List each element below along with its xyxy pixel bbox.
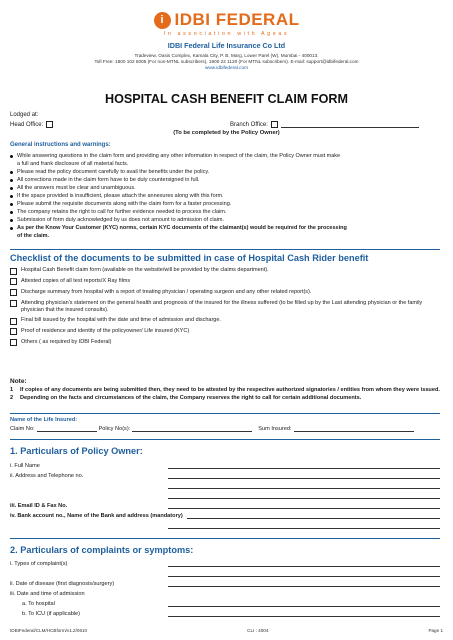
page-footer	[10, 628, 443, 633]
checkbox[interactable]	[10, 318, 17, 325]
address-row-3	[10, 489, 440, 499]
divider	[10, 538, 440, 539]
checklist	[10, 267, 440, 350]
email-field[interactable]	[168, 503, 440, 509]
bank-label: iv. Bank account no., Name of the Bank and address (mandatory)	[10, 513, 183, 519]
checkbox[interactable]	[10, 300, 17, 307]
lodged-at-label: Lodged at:	[10, 112, 39, 118]
full-name-field[interactable]	[168, 463, 440, 469]
to-hospital-label: a. To hospital	[22, 601, 55, 607]
full-name-label: i. Full Name	[10, 463, 40, 469]
checklist-item[interactable]: Final bill issued by the hospital with the date and time of admission and discharge.	[10, 317, 440, 325]
head-office-option[interactable]	[10, 121, 53, 128]
bullet-icon	[10, 203, 13, 206]
list-item: Submission of form duly acknowledged by us does not amount to admission of claim.	[10, 216, 440, 224]
to-icu-row	[10, 607, 440, 617]
claim-no-label: Claim No:	[10, 426, 35, 432]
to-icu-field[interactable]	[168, 611, 440, 617]
bullet-icon	[10, 211, 13, 214]
claim-details-row	[10, 426, 414, 432]
bullet-icon	[10, 227, 13, 230]
branch-office-label: Branch Office:	[230, 121, 268, 128]
address-line-1: Tradeview, Oasis Complex, Kamala City, P. B. Marg, Lower Parel (W), Mumbai - 400013.	[134, 53, 319, 58]
address-row	[10, 469, 440, 479]
list-item: As per the Know Your Customer (KYC) norms, certain KYC documents of the claimant(s) would be required for the processing	[10, 224, 440, 232]
email-label: iii. Email ID & Fax No.	[10, 503, 68, 509]
owner-note: (To be completed by the Policy Owner)	[173, 130, 280, 136]
list-item: The company retains the right to call for further evidence needed to process the claim.	[10, 208, 440, 216]
complaint-types-field-line-2[interactable]	[168, 571, 440, 577]
note-list	[10, 387, 440, 402]
list-item: of the claim.	[17, 233, 50, 239]
admission-label: iii. Date and time of admission	[10, 591, 85, 597]
list-item: While answering questions in the claim form and providing any other information in respect of the claim, the Policy Owner must make	[10, 152, 440, 160]
full-name-row	[10, 459, 440, 469]
address-row-2	[10, 479, 440, 489]
brand-tagline: In association with Ageas	[163, 31, 290, 37]
general-instructions-heading: General instructions and warnings:	[10, 142, 111, 148]
checklist-item[interactable]: Hospital Cash Benefit claim form (available on the website/will be provided by the claims department).	[10, 267, 440, 275]
sum-insured-label: Sum Insured:	[258, 426, 292, 432]
sum-insured-field[interactable]	[294, 426, 414, 432]
checkbox[interactable]	[10, 278, 17, 285]
to-hospital-row	[10, 597, 440, 607]
email-row	[10, 499, 440, 509]
bank-field[interactable]	[187, 513, 440, 519]
divider	[10, 439, 440, 440]
checklist-item[interactable]: Attending physician's statement on the general health and prognosis of the insured for the illness suffered (to be filled up by the Last attending physician or the family physician that the insured consults).	[10, 300, 440, 314]
checkbox[interactable]	[10, 289, 17, 296]
list-item: a full and frank disclosure of all material facts.	[17, 161, 129, 167]
policy-no-label: Policy No(s):	[98, 426, 131, 432]
company-name: IDBI Federal Life Insurance Co Ltd	[167, 41, 286, 50]
note-item: 1 If copies of any documents are being submitted then, they need to be attested by the respective authorized signatories / entities from whom they were issued.	[10, 387, 440, 393]
list-item: All corrections made in the claim form have to be duly countersigned in full.	[10, 176, 440, 184]
to-icu-label: b. To ICU (if applicable)	[22, 611, 81, 617]
checkbox[interactable]	[10, 339, 17, 346]
checklist-item[interactable]: Others ( as required by IDBI Federal)	[10, 339, 440, 347]
checkbox[interactable]	[10, 328, 17, 335]
page-number: Page 1	[428, 628, 443, 633]
complaint-types-field[interactable]	[168, 561, 440, 567]
bullet-icon	[10, 179, 13, 182]
brand-logo	[0, 10, 453, 37]
checklist-item[interactable]: Attested copies of all test reports/X Ray films	[10, 278, 440, 286]
bullet-icon	[10, 195, 13, 198]
cli-number: CLI : 4004	[247, 628, 269, 633]
date-disease-field[interactable]	[168, 581, 440, 587]
address-field-line-3[interactable]	[168, 493, 440, 499]
section-1-heading: 1. Particulars of Policy Owner:	[10, 446, 143, 456]
bullet-icon	[10, 219, 13, 222]
bank-row-2	[10, 519, 440, 529]
form-title: HOSPITAL CASH BENEFIT CLAIM FORM	[104, 92, 348, 106]
checklist-item[interactable]: Proof of residence and identity of the policyowner/ Life insured (KYC)	[10, 328, 440, 336]
address-label: ii. Address and Telephone no.	[10, 473, 84, 479]
branch-office-field[interactable]	[281, 122, 419, 128]
complaint-types-label: i. Types of complaint(s)	[10, 561, 68, 567]
policy-no-field[interactable]	[132, 426, 252, 432]
section-1-fields	[10, 459, 440, 539]
date-disease-row	[10, 577, 440, 587]
claim-no-field[interactable]	[37, 426, 97, 432]
bullet-icon	[10, 171, 13, 174]
divider	[10, 249, 440, 250]
logo-mark-icon: i	[154, 12, 171, 29]
divider	[10, 413, 440, 414]
branch-office-option[interactable]	[230, 121, 419, 128]
checklist-item[interactable]: Discharge summary from hospital with a report of treating physician / operating surgeon and any other related report(s).	[10, 289, 440, 297]
brand-name: IDBI FEDERAL	[174, 10, 300, 29]
company-address	[0, 53, 453, 72]
bullet-icon	[10, 155, 13, 158]
section-2-fields	[10, 557, 440, 617]
address-line-2: Toll Free: 1800 102 5005 (For non-MTNL subscribers), 1800 22 1120 (For MTNL subscribers). E-mail: support@idbifederal.com	[94, 59, 359, 65]
head-office-label: Head Office:	[10, 121, 44, 128]
list-item: All the answers must be clear and unambiguous.	[10, 184, 440, 192]
general-instructions-list	[10, 152, 440, 240]
checklist-heading: Checklist of the documents to be submitted in case of Hospital Cash Rider benefit	[10, 253, 369, 263]
complaint-types-row-2	[10, 567, 440, 577]
form-code: IDBIFederal/CLM/HCBform/v1.2/0610	[10, 628, 88, 633]
to-hospital-field[interactable]	[168, 601, 440, 607]
note-heading: Note:	[10, 378, 27, 385]
list-item: If the space provided is insufficient, please attach the annexures along with this form.	[10, 192, 440, 200]
checkbox[interactable]	[10, 268, 17, 275]
life-insured-heading: Name of the Life Insured:	[10, 417, 78, 423]
date-disease-label: ii. Date of disease (first diagnosis/surgery)	[10, 581, 115, 587]
section-2-heading: 2. Particulars of complaints or symptoms:	[10, 545, 194, 555]
complaint-types-row	[10, 557, 440, 567]
bullet-icon	[10, 187, 13, 190]
bank-row	[10, 509, 440, 519]
website-link[interactable]: www.idbifederal.com	[205, 65, 248, 71]
branch-office-checkbox[interactable]	[271, 121, 278, 128]
note-item: 2 Depending on the facts and circumstances of the claim, the Company reserves the right to call for certain additional documents.	[10, 394, 362, 401]
address-field[interactable]	[168, 473, 440, 479]
bank-field-line-2[interactable]	[168, 523, 440, 529]
head-office-checkbox[interactable]	[46, 121, 53, 128]
list-item: Please read the policy document carefully to avail the benefits under the policy.	[10, 168, 440, 176]
address-field-line-2[interactable]	[168, 483, 440, 489]
list-item: Please submit the requisite documents along with the claim form for a faster processing.	[10, 200, 440, 208]
admission-heading-row	[10, 587, 440, 597]
